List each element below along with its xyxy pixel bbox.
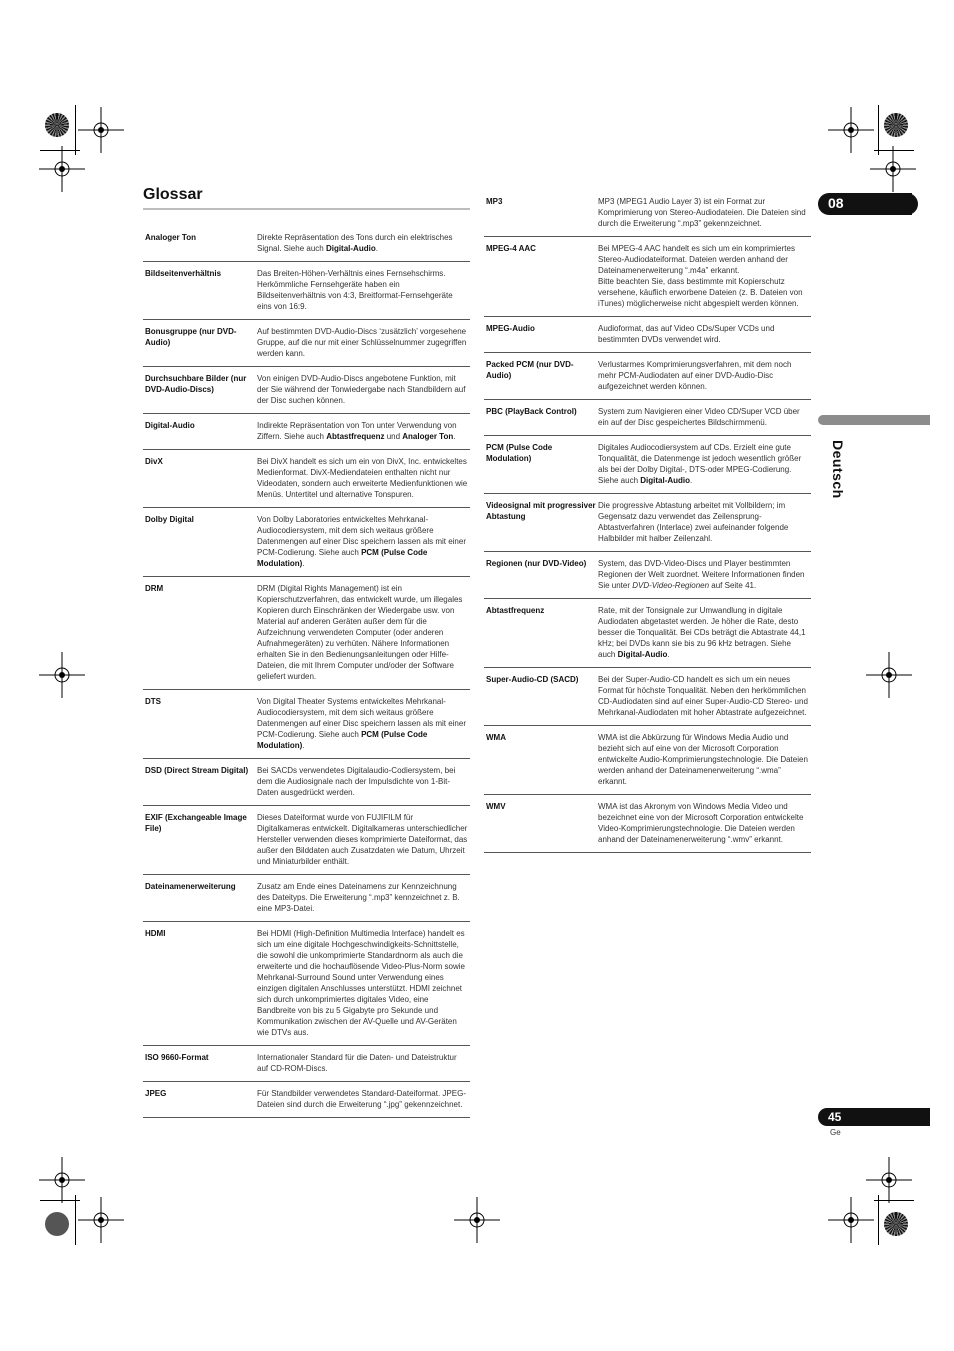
page-title: Glossar xyxy=(143,186,203,203)
glossary-definition: Von einigen DVD-Audio-Discs angebotene Funktion, mit der Sie während der Tonwiedergabe nach Standbildern auf der Disc suchen können. xyxy=(257,374,466,405)
glossary-term: Abtastfrequenz xyxy=(486,606,545,615)
page-language-code: Ge xyxy=(830,1128,841,1137)
crop-line xyxy=(878,1195,879,1245)
glossary-entry xyxy=(484,317,811,353)
glossary-term: MPEG-Audio xyxy=(486,324,535,333)
glossary-entry xyxy=(484,552,811,599)
glossary-term: Dolby Digital xyxy=(145,515,194,524)
glossary-entry xyxy=(484,795,811,853)
glossary-entry xyxy=(484,494,811,552)
glossary-term: Bildseitenverhältnis xyxy=(145,269,222,278)
glossary-term: Regionen (nur DVD-Video) xyxy=(486,559,587,568)
registration-target-icon xyxy=(828,107,874,153)
registration-disc-icon xyxy=(884,113,908,137)
glossary-column-left xyxy=(143,226,470,1118)
registration-target-icon xyxy=(866,652,912,698)
glossary-entry xyxy=(143,450,470,508)
glossary-entry xyxy=(143,690,470,759)
glossary-term: Packed PCM (nur DVD-Audio) xyxy=(486,360,574,380)
glossary-definition: MP3 (MPEG1 Audio Layer 3) ist ein Format zur Komprimierung von Stereo-Audiodateien. Die Dateien sind durch die Erweiterung “.mp3” gekennzeichnet. xyxy=(598,197,806,228)
registration-disc-icon xyxy=(45,1212,69,1236)
language-bar xyxy=(818,415,930,425)
glossary-term: Digital-Audio xyxy=(145,421,195,430)
crop-line xyxy=(874,1200,914,1201)
glossary-term: Videosignal mit progressiver Abtastung xyxy=(486,501,596,521)
glossary-term: MP3 xyxy=(486,197,503,206)
glossary-entry xyxy=(143,922,470,1046)
glossary-entry xyxy=(143,759,470,806)
glossary-definition: Bei MPEG-4 AAC handelt es sich um ein komprimiertes Stereo-Audiodateiformat. Dateien werden anhand der Dateinamenerweiterung “.m4a” erkannt. Bitte beachten Sie, dass bestimmte mit Kopierschutz versehene, käuflich erworbene Dateien (z. B. Dateien von iTunes) möglicherweise nicht abgespielt werden können. xyxy=(598,244,803,308)
glossary-term: Dateinamenerweiterung xyxy=(145,882,236,891)
registration-target-icon xyxy=(78,107,124,153)
glossary-term: WMV xyxy=(486,802,506,811)
glossary-definition: Von Dolby Laboratories entwickeltes Mehrkanal-Audiocodiersystem, mit dem sich weitaus größere Datenmengen auf einer Disc speichern lassen als mit einer PCM-Codierung. Siehe auch PCM (Pulse Code Modulation). xyxy=(257,515,466,568)
crop-line xyxy=(40,1200,80,1201)
glossary-definition: Auf bestimmten DVD-Audio-Discs ‘zusätzlich’ vorgesehene Gruppe, auf die nur mit einer Schlüsselnummer zugegriffen werden kann. xyxy=(257,327,467,358)
crop-line xyxy=(75,1195,76,1245)
glossary-term: EXIF (Exchangeable Image File) xyxy=(145,813,247,833)
glossary-term: Super-Audio-CD (SACD) xyxy=(486,675,579,684)
glossary-definition: System, das DVD-Video-Discs und Player bestimmten Regionen der Welt zuordnet. Weitere Informationen finden Sie unter DVD-Video-Regionen auf Seite 41. xyxy=(598,559,805,590)
glossary-term: WMA xyxy=(486,733,506,742)
glossary-entry xyxy=(143,577,470,690)
glossary-entry xyxy=(484,400,811,436)
registration-target-icon xyxy=(870,146,916,192)
glossary-term: Durchsuchbare Bilder (nur DVD-Audio-Discs) xyxy=(145,374,247,394)
glossary-term: PCM (Pulse Code Modulation) xyxy=(486,443,553,463)
glossary-entry xyxy=(484,599,811,668)
glossary-entry xyxy=(484,353,811,400)
glossary-definition: Bei HDMI (High-Definition Multimedia Interface) handelt es sich um eine digitale Hochgeschwindigkeits-Schnittstelle, die sowohl die unkomprimierte Standardnorm als auch die erweiterte und die hochauflösende Video-Plus-Norm sowie Mehrkanal-Surround Sound unter Verwendung eines einzigen digitalen Anschlusses unterstützt. HDMI zeichnet sich durch unkomprimiertes digitales Video, eine Bandbreite von bis zu 5 Gigabyte pro Sekunde und Kommunikation zwischen der AV-Quelle und AV-Geräten wie DTVs aus. xyxy=(257,929,465,1037)
title-rule xyxy=(143,208,470,210)
glossary-definition: DRM (Digital Rights Management) ist ein Kopierschutzverfahren, das entwickelt wurde, um illegales Kopieren durch Einschränken der Wiedergabe usw. von Material auf anderen Geräten außer dem für die Aufzeichnung verwendeten Computer (oder anderen Aufnahmegeräten) zu verhüten. Nähere Informationen erhalten Sie in den Bedienungsanleitungen oder Hilfe-Dateien, die mit Ihrem Computer und/oder der Software geliefert wurden. xyxy=(257,584,463,681)
glossary-entry xyxy=(484,726,811,795)
glossary-term: DTS xyxy=(145,697,161,706)
page-number: 45 xyxy=(828,1110,842,1124)
glossary-entry xyxy=(143,1082,470,1118)
glossary-definition: Für Standbilder verwendetes Standard-Dateiformat. JPEG-Dateien sind durch die Erweiterung “.jpg” gekennzeichnet. xyxy=(257,1089,466,1109)
language-label xyxy=(814,440,846,500)
glossary-definition: Von Digital Theater Systems entwickeltes Mehrkanal-Audiocodiersystem, mit dem sich weitaus größere Datenmengen auf einer Disc speichern lassen als mit einer PCM-Codierung. Siehe auch PCM (Pulse Code Modulation). xyxy=(257,697,466,750)
glossary-entry xyxy=(143,320,470,367)
glossary-definition: Bei der Super-Audio-CD handelt es sich um ein neues Format für höchste Tonqualität. Neben den herkömmlichen CD-Audiodaten sind auf einer Super-Audio-CD Stereo- und Mehrkanal-Audiodaten mit hoher Abtastrate aufgezeichnet. xyxy=(598,675,808,717)
glossary-entry xyxy=(484,668,811,726)
glossary-entry xyxy=(143,1046,470,1082)
glossary-definition: Rate, mit der Tonsignale zur Umwandlung in digitale Audiodaten abgetastet werden. Je höher die Rate, desto besser die Tonqualität. Bei CDs beträgt die Abtastrate 44,1 kHz; bei DVDs kann sie bis zu 96 kHz betragen. Siehe auch Digital-Audio. xyxy=(598,606,806,659)
registration-target-icon xyxy=(454,1197,500,1243)
glossary-entry xyxy=(484,237,811,317)
glossary-column-right xyxy=(484,190,811,853)
glossary-definition: Das Breiten-Höhen-Verhältnis eines Fernsehschirms. Herkömmliche Fernsehgeräte haben ein Bildseitenverhältnis von 4:3, Breitformat-Fernsehgeräte eins von 16:9. xyxy=(257,269,453,311)
glossary-definition: WMA ist die Abkürzung für Windows Media Audio und bezieht sich auf eine von der Microsoft Corporation entwickelte Audio-Komprimierungstechnologie. Die Dateien werden anhand der Dateinamenerweiterung “.wma” erkannt. xyxy=(598,733,808,786)
glossary-term: DRM xyxy=(145,584,164,593)
glossary-entry xyxy=(143,226,470,262)
glossary-term: Analoger Ton xyxy=(145,233,196,242)
glossary-definition: Verlustarmes Komprimierungsverfahren, mit dem noch mehr PCM-Audiodaten auf einer DVD-Audio-Disc aufgezeichnet werden können. xyxy=(598,360,792,391)
glossary-entry xyxy=(143,262,470,320)
glossary-entry xyxy=(143,367,470,414)
glossary-entry xyxy=(484,190,811,237)
glossary-definition: Audioformat, das auf Video CDs/Super VCDs und bestimmten DVDs verwendet wird. xyxy=(598,324,775,344)
registration-target-icon xyxy=(828,1197,874,1243)
glossary-definition: Die progressive Abtastung arbeitet mit Vollbildern; im Gegensatz dazu verwendet das Zeilensprung-Abtastverfahren (Interlace) zwei aufeinander folgende Halbbilder mit halber Zeilenzahl. xyxy=(598,501,789,543)
chapter-number: 08 xyxy=(828,195,844,211)
glossary-term: HDMI xyxy=(145,929,166,938)
glossary-term: Bonusgruppe (nur DVD-Audio) xyxy=(145,327,237,347)
glossary-entry xyxy=(143,414,470,450)
glossary-entry xyxy=(143,875,470,922)
glossary-term: PBC (PlayBack Control) xyxy=(486,407,577,416)
glossary-definition: Bei SACDs verwendetes Digitalaudio-Codiersystem, bei dem die Audiosignale nach der Impulsdichte von 1-Bit-Daten ausgedrückt werden. xyxy=(257,766,456,797)
glossary-definition: Indirekte Repräsentation von Ton unter Verwendung von Ziffern. Siehe auch Abtastfrequenz und Analoger Ton. xyxy=(257,421,457,441)
glossary-definition: Internationaler Standard für die Daten- und Dateistruktur auf CD-ROM-Discs. xyxy=(257,1053,457,1073)
registration-target-icon xyxy=(78,1197,124,1243)
glossary-entry xyxy=(143,806,470,875)
glossary-definition: Dieses Dateiformat wurde von FUJIFILM für Digitalkameras entwickelt. Digitalkameras unterschiedlicher Hersteller verwenden dieses komprimierte Dateiformat, das außer den Bilddaten auch Zusatzdaten wie Datum, Uhrzeit und Miniaturbilder enthält. xyxy=(257,813,468,866)
glossary-definition: Digitales Audiocodiersystem auf CDs. Erzielt eine gute Tonqualität, die Datenmenge ist jedoch wesentlich größer als bei der Dolby Digital-, DTS-oder MPEG-Codierung. Siehe auch Digital-Audio. xyxy=(598,443,802,485)
glossary-definition: Bei DivX handelt es sich um ein von DivX, Inc. entwickeltes Medienformat. DivX-Mediendateien enthalten nicht nur Videodaten, sondern auch erweiterte Medienfunktionen wie Menüs. Untertitel und alternative Tonspuren. xyxy=(257,457,468,499)
glossary-term: DSD (Direct Stream Digital) xyxy=(145,766,249,775)
glossary-definition: System zum Navigieren einer Video CD/Super VCD über ein auf der Disc gespeichertes Bildschirmmenü. xyxy=(598,407,800,427)
glossary-definition: WMA ist das Akronym von Windows Media Video und bezeichnet eine von der Microsoft Corporation entwickelte Video-Komprimierungstechnologie. Die Dateien werden anhand der Dateinamenerweiterung “.wmv” erkannt. xyxy=(598,802,804,844)
glossary-term: JPEG xyxy=(145,1089,167,1098)
glossary-definition: Zusatz am Ende eines Dateinamens zur Kennzeichnung des Dateityps. Die Erweiterung “.mp3” kennzeichnet z. B. eine MP3-Datei. xyxy=(257,882,460,913)
registration-target-icon xyxy=(39,652,85,698)
glossary-entry xyxy=(143,508,470,577)
glossary-entry xyxy=(484,436,811,494)
glossary-definition: Direkte Repräsentation des Tons durch ein elektrisches Signal. Siehe auch Digital-Audio. xyxy=(257,233,453,253)
language-text: Deutsch xyxy=(830,440,846,499)
glossary-term: ISO 9660-Format xyxy=(145,1053,209,1062)
registration-disc-icon xyxy=(45,113,69,137)
glossary-term: DivX xyxy=(145,457,163,466)
registration-disc-icon xyxy=(884,1212,908,1236)
glossary-term: MPEG-4 AAC xyxy=(486,244,536,253)
